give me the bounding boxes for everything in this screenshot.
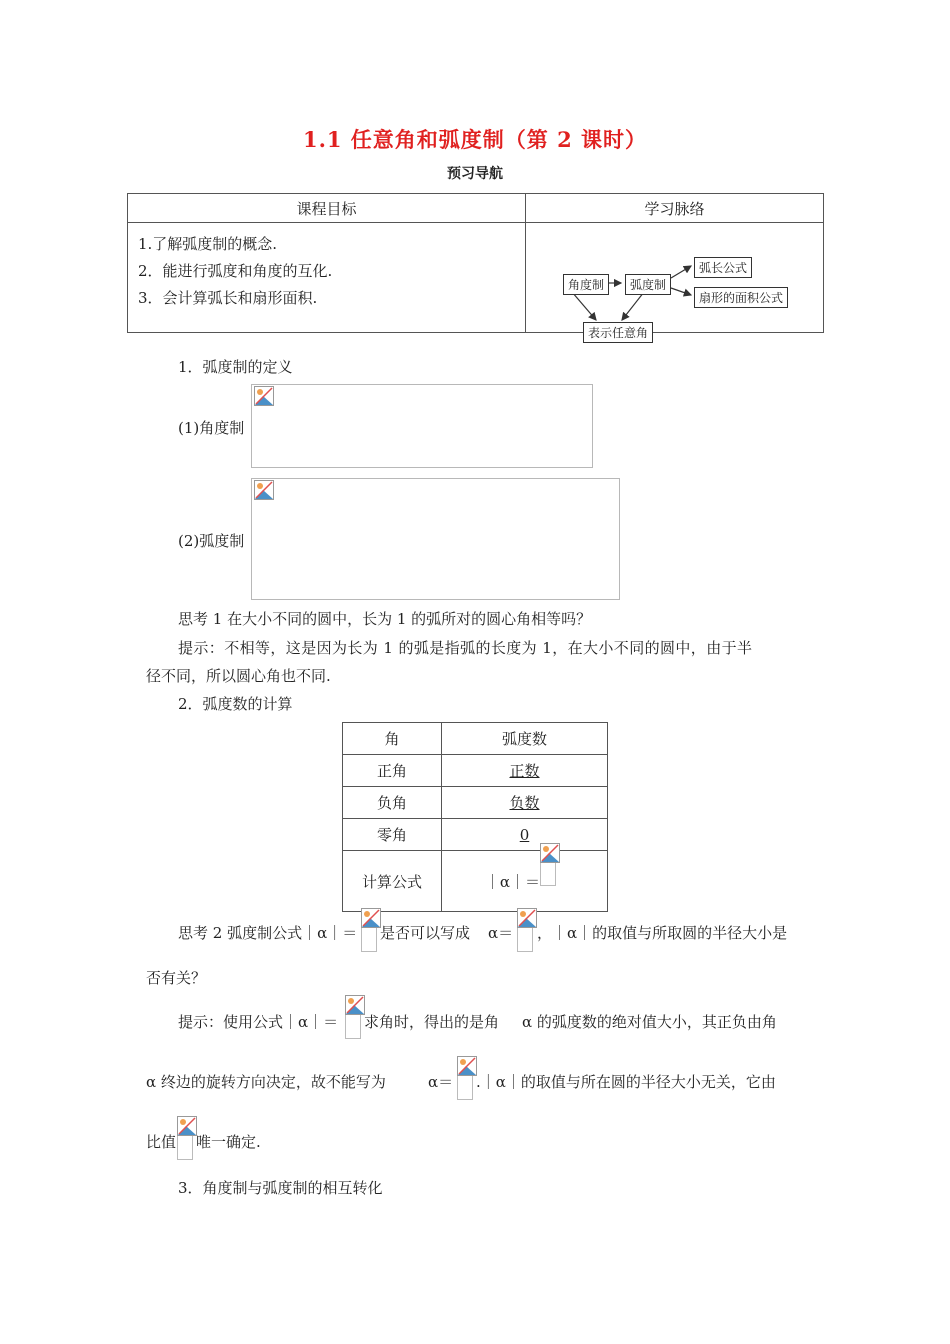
arrow-radian-to-sector [671,288,691,295]
table-row [343,755,608,787]
row-value: 0 [519,825,530,844]
think2-line3a: 提示：使用公式｜α｜＝ [178,1013,339,1031]
think2-line4a: α 终边的旋转方向决定，故不能写为 [146,1073,386,1091]
row-angle: 负角 [343,787,442,819]
radian-number-table [342,722,608,912]
radian-system-label: (2)弧度制 [178,532,245,550]
section-subtitle: 预习导航 [447,166,503,182]
row-value: 负数 [509,794,540,812]
preview-guide-table [127,193,824,340]
think1-answer-line1: 提示：不相等，这是因为长为 1 的弧是指弧的长度为 1，在大小不同的圆中，由于半 [178,639,753,657]
think2-line1a: 思考 2 弧度制公式｜α｜＝ [178,924,358,942]
broken-image-icon [345,995,365,1015]
node-angle-system: 角度制 [563,274,609,295]
goal-item: 3．会计算弧长和扇形面积. [138,289,318,307]
goal-item: 2．能进行弧度和角度的互化. [138,262,333,280]
think2-line2: 否有关？ [146,969,207,987]
document-title: 1.1 任意角和弧度制（第 2 课时） [302,127,648,152]
broken-image-icon [361,908,381,928]
broken-image-icon [177,1116,197,1136]
think2-line4c: .｜α｜的取值与所在圆的半径大小无关，它由 [476,1073,776,1091]
row-angle: 零角 [343,819,442,851]
think2-line5a: 比值 [146,1133,177,1151]
node-arc-length-formula: 弧长公式 [694,257,752,278]
node-sector-area-formula: 扇形的面积公式 [694,287,788,308]
formula-text: ｜α｜＝ [484,872,541,891]
table-header-angle: 角 [343,723,442,755]
think2-line1c: α＝ [488,924,514,942]
section1-heading: 1．弧度制的定义 [178,358,293,376]
arrow-radian-to-represent [622,292,644,320]
broken-image-icon [457,1056,477,1076]
think2-line5b: 唯一确定. [196,1133,261,1151]
angle-system-label: (1)角度制 [178,419,245,437]
think2-line4b: α＝ [428,1073,454,1091]
table-header-radian: 弧度数 [442,723,608,755]
row-value: 正数 [509,762,540,780]
think1-answer-line2: 径不同，所以圆心角也不同. [146,667,331,685]
angle-system-definition-image [251,384,593,468]
think2-line3c: α 的弧度数的绝对值大小，其正负由角 [522,1013,777,1031]
goals-header: 课程目标 [128,194,526,223]
context-header: 学习脉络 [526,194,824,223]
broken-image-icon [517,908,537,928]
table-row [343,819,608,851]
goals-cell [128,223,526,333]
table-row [343,851,608,912]
row-angle: 正角 [343,755,442,787]
think1-question: 思考 1 在大小不同的圆中，长为 1 的弧所对的圆心角相等吗？ [178,610,592,628]
context-diagram-cell [526,223,824,340]
node-radian-system: 弧度制 [625,274,671,295]
broken-image-icon [540,843,560,863]
node-represent-any-angle: 表示任意角 [583,322,653,343]
broken-image-icon [254,480,274,500]
arrow-angle-to-represent [572,292,596,320]
think2-line1b: 是否可以写成 [380,924,471,942]
think2-line1d: ，｜α｜的取值与所取圆的半径大小是 [537,924,788,942]
broken-image-icon [254,386,274,406]
arrow-radian-to-arc [671,266,691,278]
table-row [343,787,608,819]
section2-heading: 2．弧度数的计算 [178,695,293,713]
formula-label: 计算公式 [343,851,442,912]
section3-heading: 3．角度制与弧度制的相互转化 [178,1179,383,1197]
goal-item: 1.了解弧度制的概念. [138,235,278,253]
think2-line3b: 求角时，得出的是角 [364,1013,500,1031]
radian-system-definition-image [251,478,620,600]
